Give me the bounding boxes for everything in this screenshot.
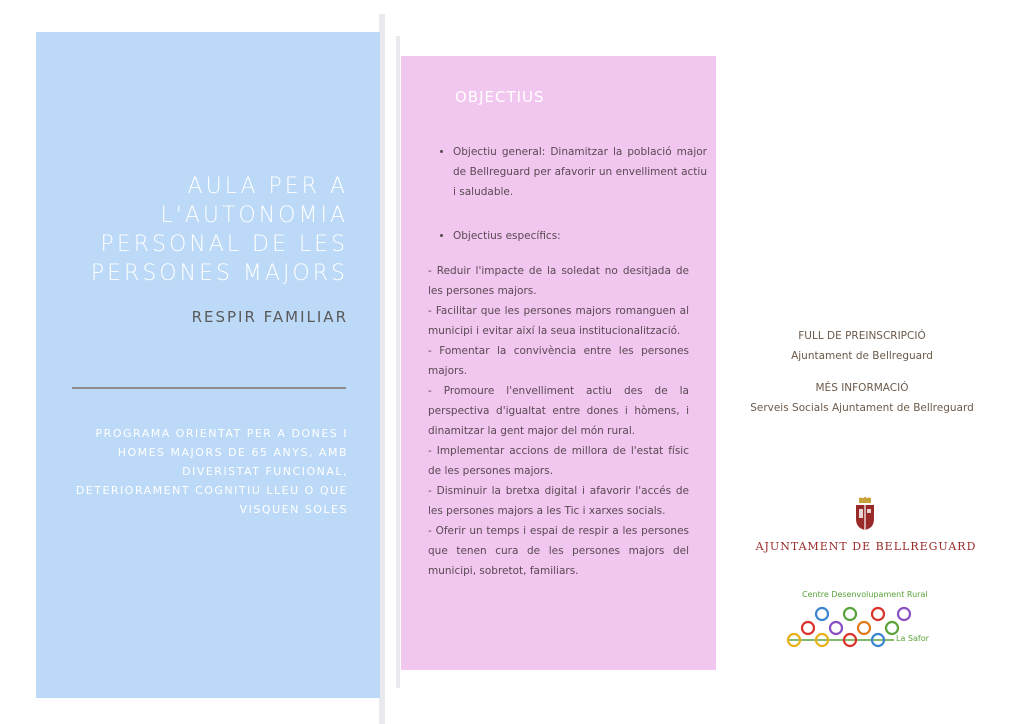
ajuntament-logo-text: AJUNTAMENT DE BELLREGUARD xyxy=(755,540,977,553)
rings-logo-icon xyxy=(784,598,924,658)
description-line: HOMES MAJORS DE 65 ANYS, AMB xyxy=(117,446,348,459)
objectives-heading: OBJECTIUS xyxy=(455,88,545,106)
title-line: L'AUTONOMIA xyxy=(160,203,348,228)
description-line: DETERIORAMENT COGNITIU LLEU O QUE xyxy=(75,484,348,497)
objective-item: - Reduir l'impacte de la soledat no desitjada de les persones majors. xyxy=(428,265,689,297)
specific-objectives-label: • Objectius específics: xyxy=(453,226,707,246)
cdr-subtitle: La Safor xyxy=(896,634,929,643)
objective-item: - Oferir un temps i espai de respir a les persones que tenen cura de les persones majors del municipi, sobretot, familiars. xyxy=(428,525,689,577)
title-line: PERSONES MAJORS xyxy=(90,261,348,286)
objective-item: - Fomentar la convivència entre les persones majors. xyxy=(428,345,689,377)
objectives-bullet-list xyxy=(435,142,707,246)
description-line: VISQUEN SOLES xyxy=(239,503,348,516)
objective-item: - Facilitar que les persones majors romanguen al municipi i evitar així la seua institucionalització. xyxy=(428,305,689,337)
fold-line xyxy=(396,36,400,688)
specific-objectives-list xyxy=(428,261,689,581)
objectives-panel xyxy=(401,56,716,670)
objective-item: - Promoure l'envelliment actiu des de la perspectiva d'igualtat entre dones i hòmens, i dinamitzar la gent major del món rural. xyxy=(428,385,689,437)
objective-item: - Implementar accions de millora de l'estat físic de les persones majors. xyxy=(428,445,689,477)
contact-info xyxy=(740,326,984,418)
divider xyxy=(72,387,346,389)
preregistration-title: FULL DE PREINSCRIPCIÓ xyxy=(798,330,926,342)
cdr-logo xyxy=(784,590,944,660)
more-info-org: Serveis Socials Ajuntament de Bellreguard xyxy=(750,402,974,414)
left-panel xyxy=(36,32,380,698)
program-description xyxy=(48,424,348,519)
title-line: AULA PER A xyxy=(187,174,348,199)
title-line: PERSONAL DE LES xyxy=(100,232,348,257)
description-line: PROGRAMA ORIENTAT PER A DONES I xyxy=(95,427,348,440)
objective-item: - Disminuir la bretxa digital i afavorir l'accés de les persones majors a les Tic i xarxes socials. xyxy=(428,485,689,517)
more-info-title: MÉS INFORMACIÓ xyxy=(815,382,909,394)
program-title xyxy=(48,172,348,288)
general-objective: • Objectiu general: Dinamitzar la població major de Bellreguard per afavorir un envelliment actiu i saludable. xyxy=(453,142,707,202)
description-line: DIVERISTAT FUNCIONAL, xyxy=(182,465,348,478)
program-subtitle: RESPIR FAMILIAR xyxy=(191,308,348,326)
preregistration-org: Ajuntament de Bellreguard xyxy=(791,350,933,362)
cdr-title: Centre Desenvolupament Rural xyxy=(802,590,928,599)
crest-icon xyxy=(853,497,877,531)
